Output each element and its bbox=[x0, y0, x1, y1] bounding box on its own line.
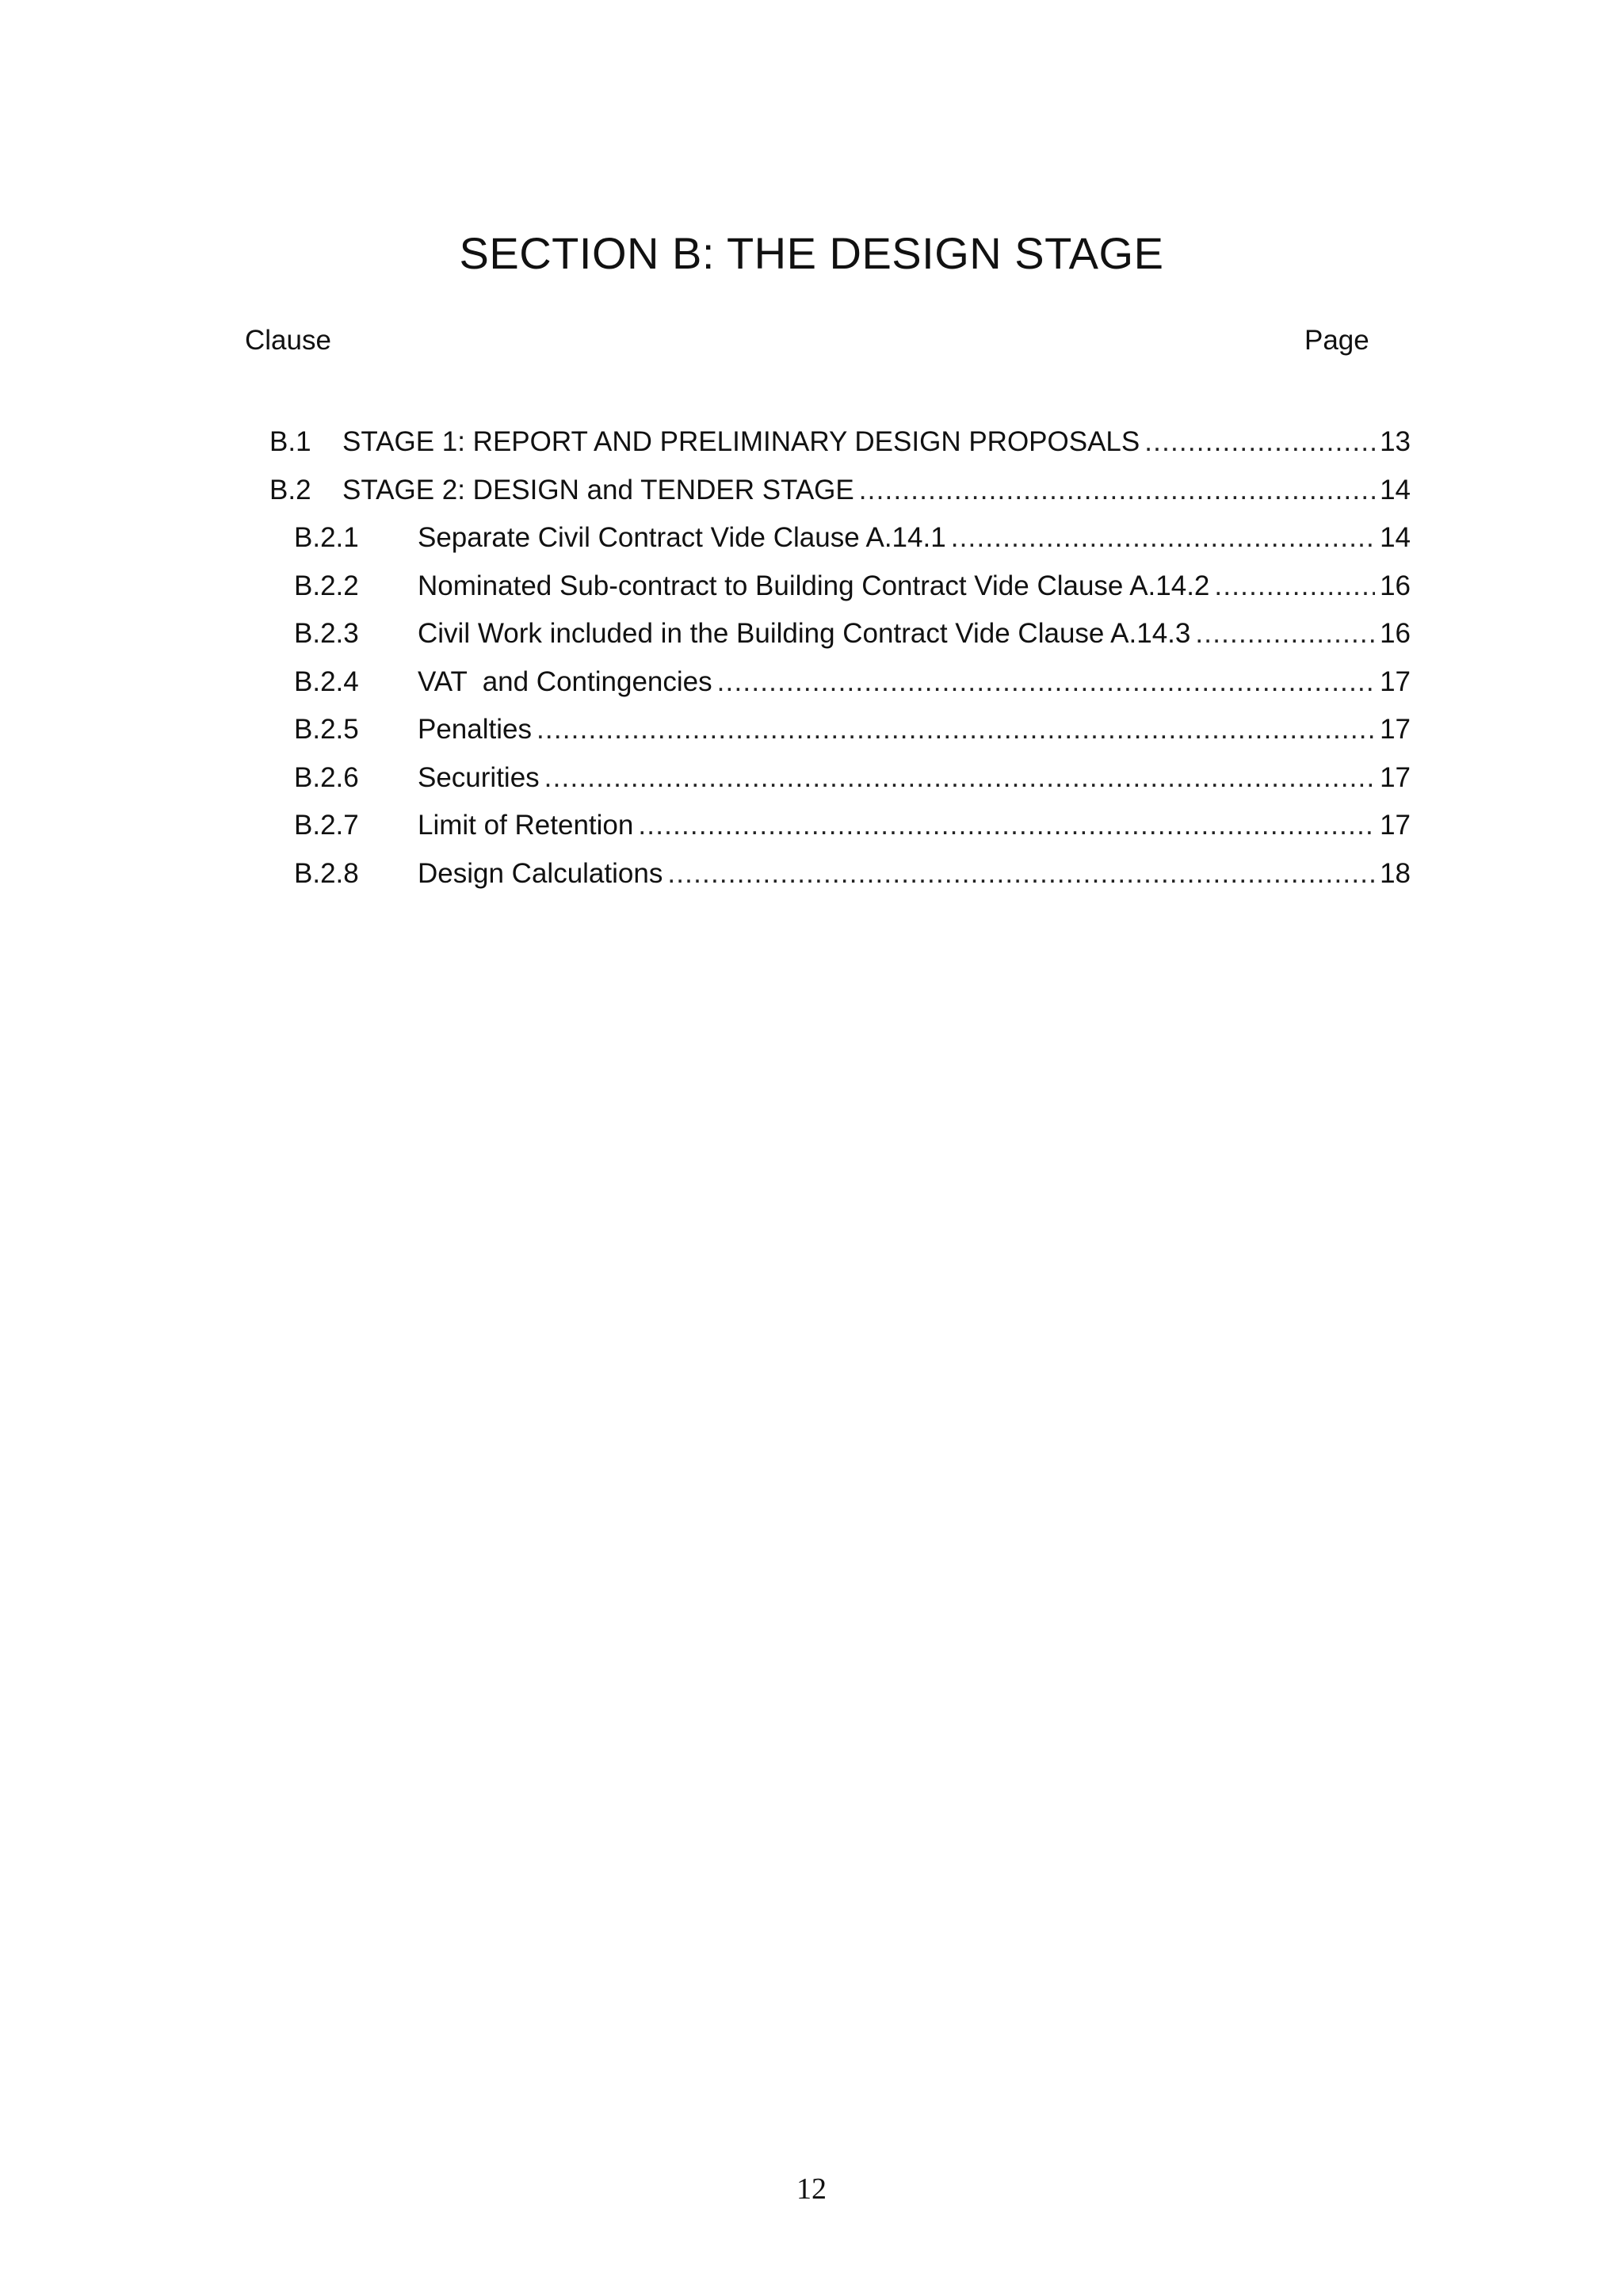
toc-entry-title: Civil Work included in the Building Contract Vide Clause A.14.3 bbox=[418, 618, 1191, 649]
table-of-contents bbox=[269, 420, 1411, 899]
toc-entry-title: Securities bbox=[418, 761, 540, 793]
toc-entry-number: B.2.4 bbox=[294, 666, 359, 697]
toc-entry-page: 17 bbox=[1380, 810, 1411, 841]
toc-entry-title: Design Calculations bbox=[418, 857, 663, 889]
toc-entry-title: VAT and Contingencies bbox=[418, 666, 712, 697]
toc-entry-number: B.2.3 bbox=[294, 618, 359, 649]
dot-leader bbox=[544, 756, 1375, 800]
toc-entry-number: B.2.6 bbox=[294, 761, 359, 793]
page-title: SECTION B: THE DESIGN STAGE bbox=[459, 228, 1164, 278]
page-number: 12 bbox=[796, 2172, 827, 2206]
toc-entry-b2-4[interactable] bbox=[269, 660, 1411, 708]
toc-entry-number: B.2 bbox=[269, 474, 311, 505]
toc-entry-line bbox=[418, 803, 1411, 848]
toc-entry-number: B.2.2 bbox=[294, 570, 359, 601]
toc-entry-line bbox=[418, 756, 1411, 800]
dot-leader bbox=[638, 803, 1375, 848]
dot-leader bbox=[537, 707, 1375, 752]
dot-leader bbox=[859, 468, 1375, 513]
dot-leader bbox=[1195, 612, 1375, 656]
toc-entry-number: B.2.8 bbox=[294, 857, 359, 889]
toc-entry-line bbox=[418, 852, 1411, 896]
toc-entry-line bbox=[418, 516, 1411, 560]
toc-entry-page: 16 bbox=[1380, 618, 1411, 649]
toc-entry-title: STAGE 1: REPORT AND PRELIMINARY DESIGN PROPOSALS bbox=[342, 426, 1140, 457]
toc-entry-title: Penalties bbox=[418, 714, 532, 745]
dot-leader bbox=[667, 852, 1375, 896]
toc-entry-line bbox=[418, 707, 1411, 752]
toc-entry-b2-8[interactable] bbox=[269, 852, 1411, 900]
toc-entry-page: 17 bbox=[1380, 666, 1411, 697]
toc-entry-b2-1[interactable] bbox=[269, 516, 1411, 564]
toc-entry-page: 14 bbox=[1380, 474, 1411, 505]
toc-entry-page: 13 bbox=[1380, 426, 1411, 457]
toc-entry-line bbox=[418, 660, 1411, 704]
toc-entry-number: B.1 bbox=[269, 426, 311, 457]
toc-entry-number: B.2.7 bbox=[294, 810, 359, 841]
page-column-header: Page bbox=[1304, 325, 1369, 356]
toc-entry-b1[interactable] bbox=[269, 420, 1411, 468]
toc-entry-b2-7[interactable] bbox=[269, 803, 1411, 852]
toc-entry-b2-2[interactable] bbox=[269, 564, 1411, 612]
toc-entry-title: STAGE 2: DESIGN and TENDER STAGE bbox=[342, 474, 854, 505]
toc-entry-b2-5[interactable] bbox=[269, 707, 1411, 756]
toc-entry-page: 14 bbox=[1380, 522, 1411, 553]
toc-entry-title: Limit of Retention bbox=[418, 810, 634, 841]
toc-entry-page: 16 bbox=[1380, 570, 1411, 601]
dot-leader bbox=[717, 660, 1375, 704]
clause-column-header: Clause bbox=[245, 325, 331, 356]
toc-entry-line bbox=[342, 420, 1411, 464]
toc-entry-title: Separate Civil Contract Vide Clause A.14.1 bbox=[418, 522, 946, 553]
dot-leader bbox=[1214, 564, 1375, 608]
toc-entry-title: Nominated Sub-contract to Building Contract Vide Clause A.14.2 bbox=[418, 570, 1210, 601]
toc-entry-number: B.2.1 bbox=[294, 522, 359, 553]
toc-entry-number: B.2.5 bbox=[294, 714, 359, 745]
toc-entry-line bbox=[342, 468, 1411, 513]
toc-entry-line bbox=[418, 612, 1411, 656]
toc-entry-page: 17 bbox=[1380, 714, 1411, 745]
toc-entry-line bbox=[418, 564, 1411, 608]
dot-leader bbox=[951, 516, 1375, 560]
toc-entry-page: 17 bbox=[1380, 761, 1411, 793]
toc-entry-b2-6[interactable] bbox=[269, 756, 1411, 804]
toc-entry-page: 18 bbox=[1380, 857, 1411, 889]
toc-entry-b2-3[interactable] bbox=[269, 612, 1411, 660]
toc-entry-b2[interactable] bbox=[269, 468, 1411, 517]
dot-leader bbox=[1144, 420, 1375, 464]
